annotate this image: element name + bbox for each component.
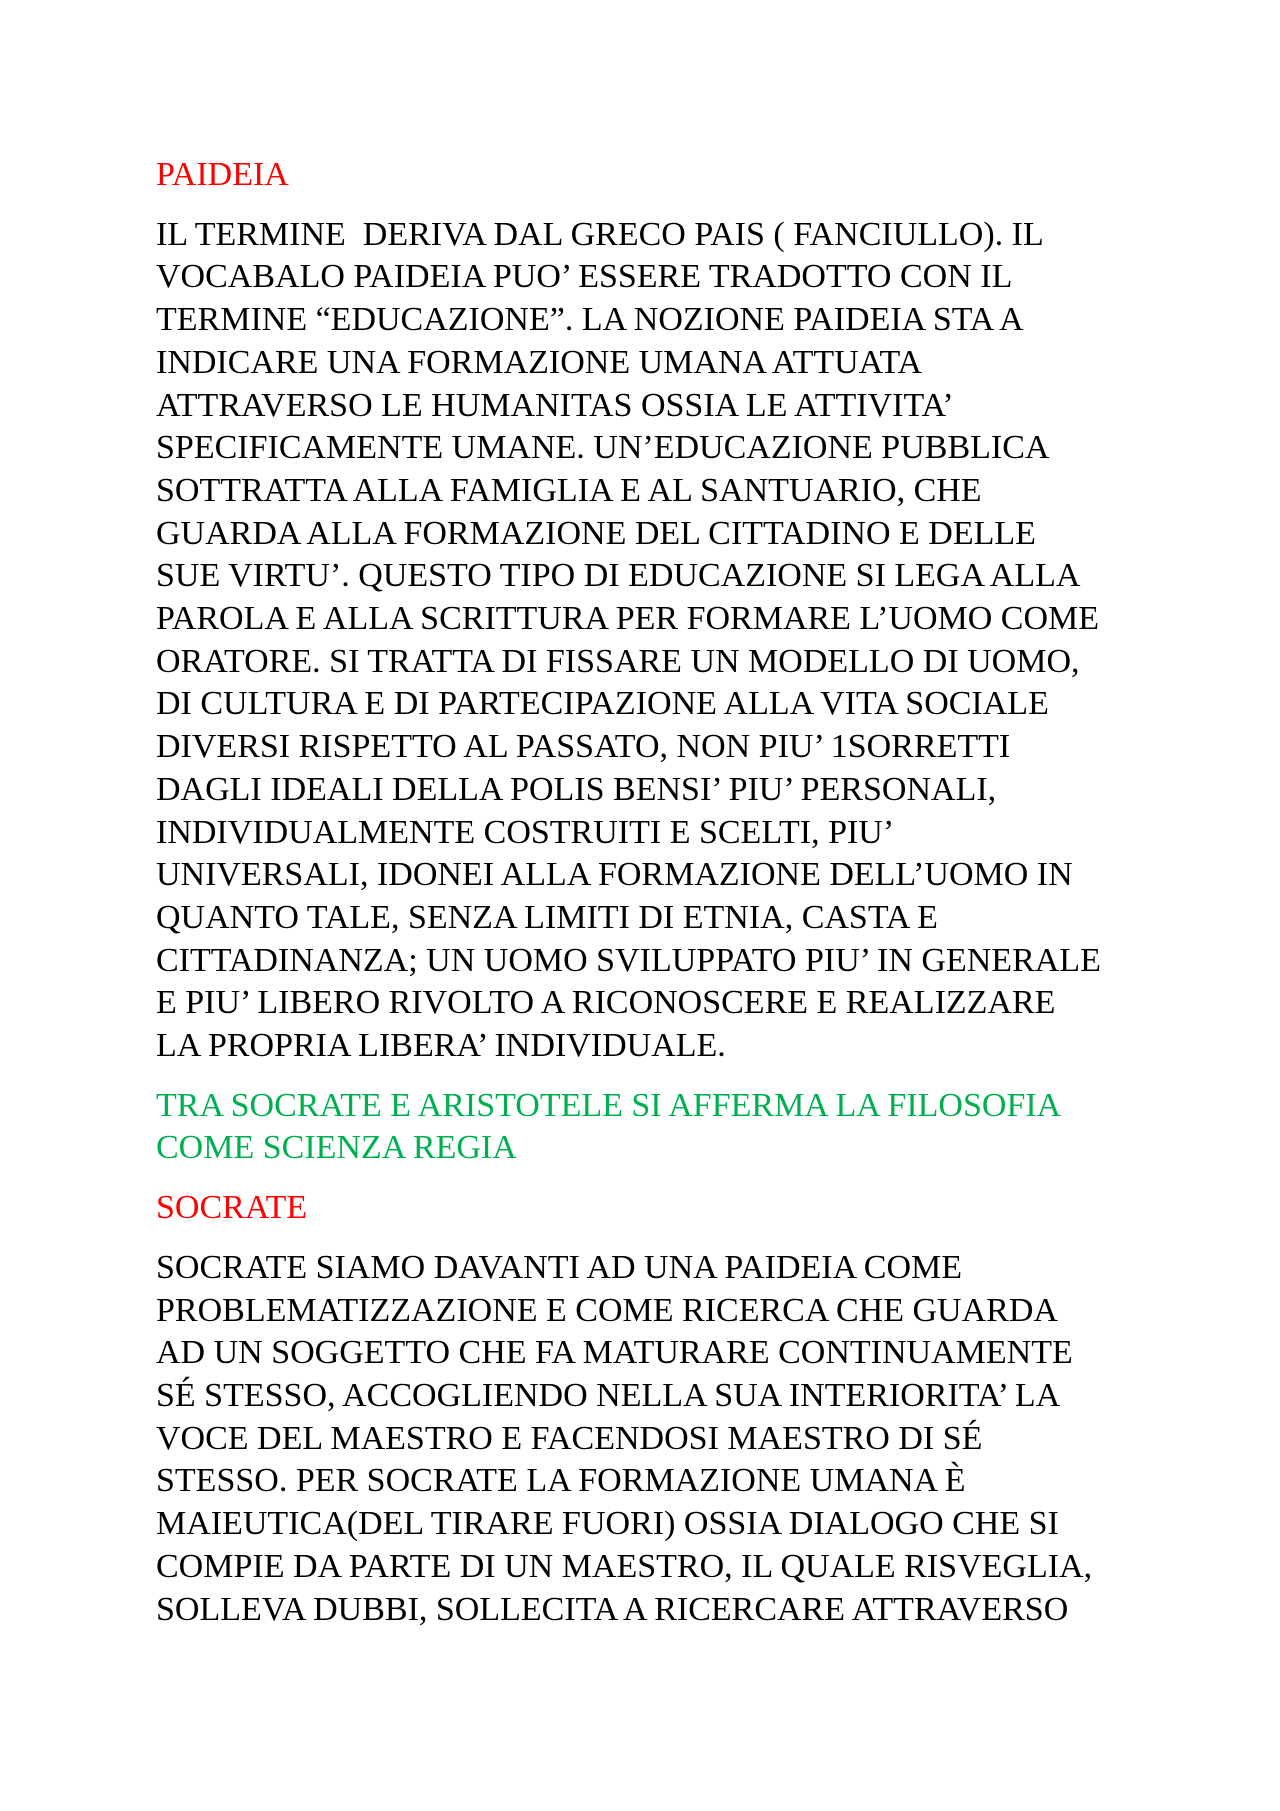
text-line: IL TERMINE DERIVA DAL GRECO PAIS ( FANCIULLO). IL	[156, 215, 1044, 253]
text-line: COMPIE DA PARTE DI UN MAESTRO, IL QUALE RISVEGLIA,	[156, 1547, 1093, 1585]
text-line: SOCRATE SIAMO DAVANTI AD UNA PAIDEIA COME	[156, 1248, 963, 1286]
subheading-filosofia	[156, 1085, 1156, 1170]
text-line: SOTTRATTA ALLA FAMIGLIA E AL SANTUARIO, CHE	[156, 471, 982, 509]
spacer	[156, 197, 1156, 214]
heading-paideia: PAIDEIA	[156, 156, 289, 193]
subheading-line: COME SCIENZA REGIA	[156, 1129, 517, 1167]
subheading-line: TRA SOCRATE E ARISTOTELE SI AFFERMA LA FILOSOFIA	[156, 1086, 1062, 1124]
paragraph-paideia	[156, 214, 1156, 1068]
text-line: DIVERSI RISPETTO AL PASSATO, NON PIU’ 1SORRETTI	[156, 728, 1011, 766]
text-line: GUARDA ALLA FORMAZIONE DEL CITTADINO E DELLE	[156, 514, 1036, 552]
text-line: PAROLA E ALLA SCRITTURA PER FORMARE L’UOMO COME	[156, 600, 1100, 638]
text-line: STESSO. PER SOCRATE LA FORMAZIONE UMANA È	[156, 1462, 966, 1500]
text-line: DI CULTURA E DI PARTECIPAZIONE ALLA VITA SOCIALE	[156, 685, 1049, 723]
text-line: ORATORE. SI TRATTA DI FISSARE UN MODELLO DI UOMO,	[156, 642, 1080, 680]
text-line: SÉ STESSO, ACCOGLIENDO NELLA SUA INTERIORITA’ LA	[156, 1376, 1061, 1414]
text-line: ATTRAVERSO LE HUMANITAS OSSIA LE ATTIVITA’	[156, 386, 954, 424]
heading-socrate: SOCRATE	[156, 1189, 308, 1227]
text-line: SOLLEVA DUBBI, SOLLECITA A RICERCARE ATTRAVERSO	[156, 1590, 1069, 1628]
spacer	[156, 1170, 1156, 1187]
paragraph-socrate	[156, 1247, 1156, 1631]
text-line: SUE VIRTU’. QUESTO TIPO DI EDUCAZIONE SI LEGA ALLA	[156, 557, 1081, 595]
text-line: TERMINE “EDUCAZIONE”. LA NOZIONE PAIDEIA STA A	[156, 301, 1024, 339]
text-line: INDIVIDUALMENTE COSTRUITI E SCELTI, PIU’	[156, 813, 895, 851]
text-line: INDICARE UNA FORMAZIONE UMANA ATTUATA	[156, 343, 923, 381]
document-content	[156, 154, 1156, 1631]
spacer	[156, 1068, 1156, 1085]
text-line: DAGLI IDEALI DELLA POLIS BENSI’ PIU’ PERSONALI,	[156, 770, 997, 808]
text-line: VOCE DEL MAESTRO E FACENDOSI MAESTRO DI SÉ	[156, 1419, 983, 1457]
text-line: MAIEUTICA(DEL TIRARE FUORI) OSSIA DIALOGO CHE SI	[156, 1505, 1059, 1543]
text-line: LA PROPRIA LIBERA’ INDIVIDUALE.	[156, 1027, 726, 1065]
spacer	[156, 1230, 1156, 1247]
text-line: SPECIFICAMENTE UMANE. UN’EDUCAZIONE PUBBLICA	[156, 429, 1050, 467]
text-line: UNIVERSALI, IDONEI ALLA FORMAZIONE DELL’UOMO IN	[156, 856, 1073, 894]
text-line: E PIU’ LIBERO RIVOLTO A RICONOSCERE E REALIZZARE	[156, 984, 1056, 1022]
text-line: VOCABALO PAIDEIA PUO’ ESSERE TRADOTTO CON IL	[156, 258, 1013, 296]
text-line: AD UN SOGGETTO CHE FA MATURARE CONTINUAMENTE	[156, 1334, 1073, 1372]
text-line: PROBLEMATIZZAZIONE E COME RICERCA CHE GUARDA	[156, 1291, 1058, 1329]
text-line: CITTADINANZA; UN UOMO SVILUPPATO PIU’ IN GENERALE	[156, 941, 1101, 979]
text-line: QUANTO TALE, SENZA LIMITI DI ETNIA, CASTA E	[156, 898, 938, 936]
